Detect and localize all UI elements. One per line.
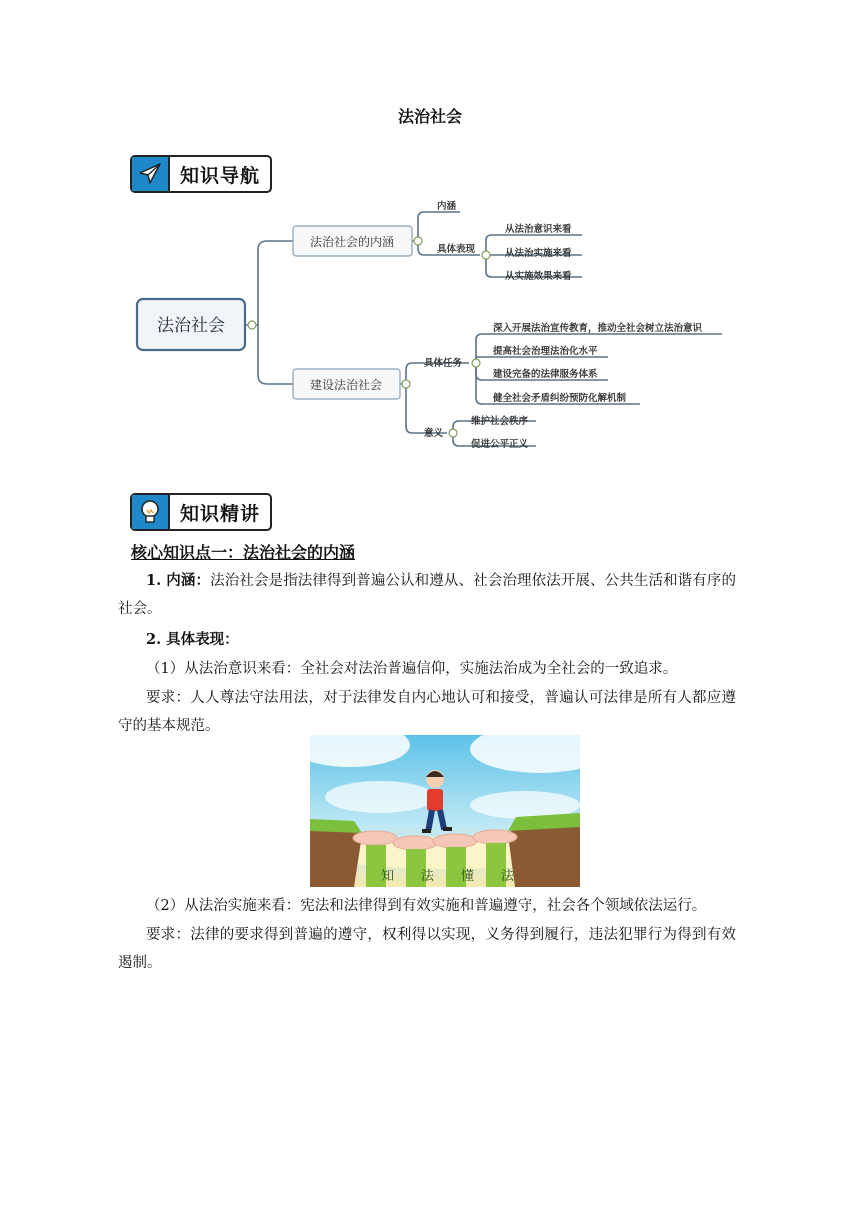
banner-label: 知识精讲 xyxy=(179,502,260,525)
root-label: 法治社会 xyxy=(157,316,225,336)
node-yiyi: 意义 xyxy=(424,428,444,439)
branch2-label: 建设法治社会 xyxy=(309,378,383,392)
node-meaning-2: 促进公平正义 xyxy=(471,439,529,450)
node-item-1: 从法治意识来看 xyxy=(505,224,572,235)
node-jutibiaoxian: 具体表现 xyxy=(437,244,476,255)
node-neihan: 内涵 xyxy=(437,201,457,212)
branch1-label: 法治社会的内涵 xyxy=(309,235,395,249)
paragraph-definition xyxy=(118,567,736,623)
node-task-2: 提高社会治理法治化水平 xyxy=(493,346,598,357)
page-title: 法治社会 xyxy=(397,107,462,126)
node-task-1: 深入开展法治宣传教育，推动全社会树立法治意识 xyxy=(493,323,703,334)
node-item-2: 从法治实施来看 xyxy=(505,248,572,259)
mind-map xyxy=(0,0,860,470)
paragraph-manifestations-label: 2. 具体表现： xyxy=(146,631,239,648)
image-char-2: 法 xyxy=(421,869,435,884)
banner-label: 知识导航 xyxy=(179,164,260,187)
paragraph-awareness-requirement: 要求：人人尊法守法用法，对于法律发自内心地认可和接受，普遍认可法律是所有人都应遵守的基本规范。 xyxy=(118,690,736,734)
image-char-1: 知 xyxy=(381,869,395,884)
node-task-4: 健全社会矛盾纠纷预防化解机制 xyxy=(493,393,627,404)
paragraph-awareness: （1）从法治意识来看：全社会对法治普遍信仰，实施法治成为全社会的一致追求。 xyxy=(146,661,678,677)
node-meaning-1: 维护社会秩序 xyxy=(471,416,529,427)
definition-label: 1. 内涵： xyxy=(146,572,211,589)
image-char-3: 懂 xyxy=(461,869,475,884)
illustration-boy-crossing xyxy=(310,735,580,887)
node-item-3: 从实施效果来看 xyxy=(505,271,572,282)
section-heading: 核心知识点一：法治社会的内涵 xyxy=(131,543,356,562)
image-char-4: 法 xyxy=(501,869,515,884)
lightbulb-icon xyxy=(132,495,170,529)
paragraph-implementation-requirement: 要求：法律的要求得到普遍的遵守，权利得以实现，义务得到履行，违法犯罪行为得到有效遏制。 xyxy=(118,927,736,971)
node-jutirenwu: 具体任务 xyxy=(424,358,463,369)
definition-text: 法治社会是指法律得到普遍公认和遵从、社会治理依法开展、公共生活和谐有序的社会。 xyxy=(118,573,737,617)
knowledge-lecture-banner xyxy=(130,493,272,531)
paragraph-implementation: （2）从法治实施来看：宪法和法律得到有效实施和普遍遵守，社会各个领域依法运行。 xyxy=(146,898,707,914)
node-task-3: 建设完备的法律服务体系 xyxy=(493,369,598,380)
